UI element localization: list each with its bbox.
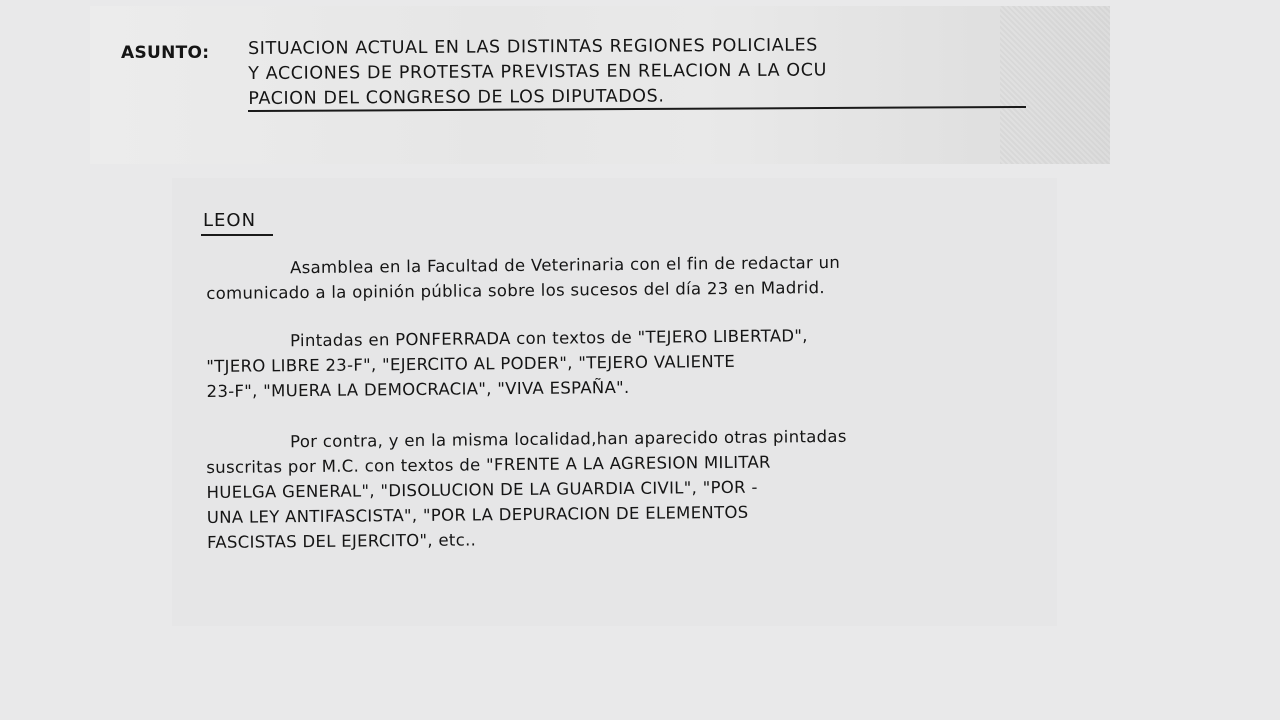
paragraph — [206, 248, 1036, 306]
subject-line: SITUACION ACTUAL EN LAS DISTINTAS REGIONES POLICIALES — [248, 35, 819, 59]
section-title: LEON — [203, 210, 257, 231]
subject-text — [248, 32, 1038, 112]
paragraph-line: Asamblea en la Facultad de Veterinaria con el fin de redactar un — [290, 252, 841, 278]
paragraph-line: comunicado a la opinión pública sobre los sucesos del día 23 en Madrid. — [206, 278, 825, 303]
paragraph-line: Por contra, y en la misma localidad,han aparecido otras pintadas — [290, 426, 847, 452]
paragraph-line: UNA LEY ANTIFASCISTA", "POR LA DEPURACION DE ELEMENTOS — [206, 502, 749, 527]
paragraph-line: FASCISTAS DEL EJERCITO", etc.. — [206, 530, 477, 552]
paragraph-line: "TJERO LIBRE 23-F", "EJERCITO AL PODER", "TEJERO VALIENTE — [206, 351, 736, 376]
paragraph-line: 23-F", "MUERA LA DEMOCRACIA", "VIVA ESPAÑA". — [206, 377, 630, 401]
paragraph — [206, 321, 1037, 404]
subject-line: Y ACCIONES DE PROTESTA PREVISTAS EN RELACION A LA OCU — [248, 60, 828, 84]
paragraph-line: HUELGA GENERAL", "DISOLUCION DE LA GUARDIA CIVIL", "POR - — [206, 477, 758, 502]
paragraph-line: Pintadas en PONFERRADA con textos de "TEJERO LIBERTAD", — [290, 326, 808, 351]
subject-line: PACION DEL CONGRESO DE LOS DIPUTADOS. — [248, 86, 665, 109]
paragraph-line: suscritas por M.C. con textos de "FRENTE A LA AGRESION MILITAR — [206, 452, 771, 477]
section-title-underline — [201, 234, 273, 236]
paragraph — [206, 422, 1037, 555]
subject-label: ASUNTO: — [121, 43, 210, 63]
